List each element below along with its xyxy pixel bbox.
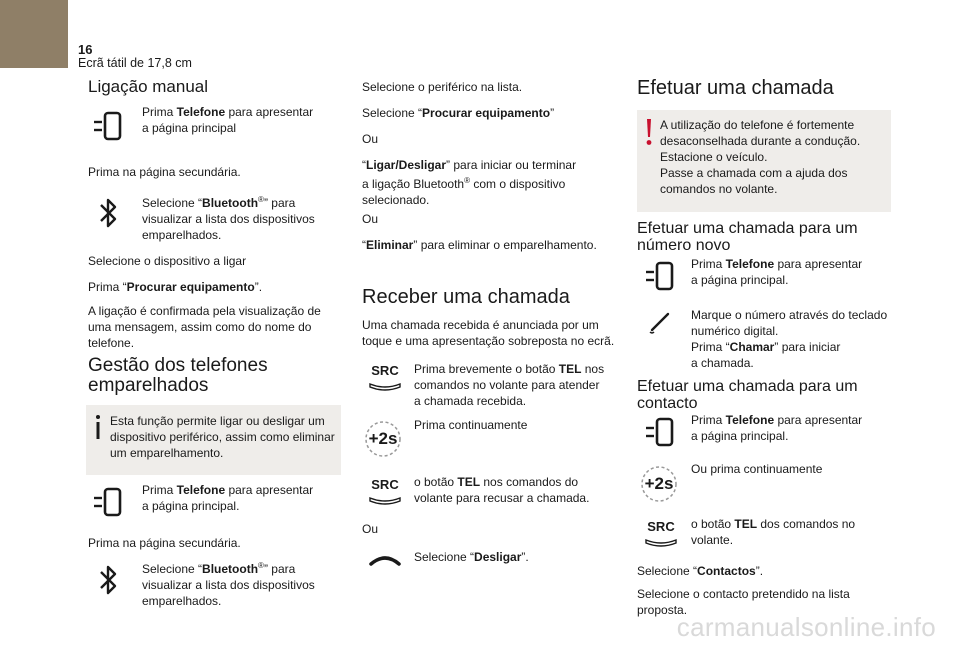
manual-connection-heading: Ligação manual	[88, 77, 209, 96]
corner-tab	[0, 0, 68, 68]
dial-handset-icon	[648, 310, 674, 336]
select-contacts-text: Selecione “Contactos”.	[637, 564, 764, 578]
search-device-text: Prima “Procurar equipamento”.	[88, 280, 263, 294]
incoming-call-text: Uma chamada recebida é anunciada por um toque e uma apresentação sobreposta no ecrã.	[362, 318, 615, 348]
dial-number-text: Marque o número através do teclado numérico digital. Prima “Chamar” para iniciar a chamada.	[691, 308, 888, 370]
make-call-heading: Efetuar uma chamada	[637, 77, 834, 99]
hang-up-text: Selecione “Desligar”.	[414, 550, 529, 564]
search-equipment-text: Selecione “Procurar equipamento”	[362, 106, 555, 120]
connect-disconnect-text: “Ligar/Desligar” para iniciar ou terminar a ligação Bluetooth® com o dispositivo selecionado.	[362, 158, 577, 207]
new-number-heading: Efetuar uma chamada para um número novo	[637, 220, 858, 254]
telefone-instruction-4: Prima Telefone para apresentar a página principal.	[691, 413, 863, 443]
or-text-3: Ou	[362, 522, 379, 536]
bluetooth-instruction-2: Selecione “Bluetooth®” para visualizar a lista dos dispositivos emparelhados.	[142, 561, 315, 608]
phone-icon	[92, 486, 126, 518]
bluetooth-icon	[98, 563, 120, 597]
telefone-instruction-3: Prima Telefone para apresentar a página principal.	[691, 257, 863, 287]
bluetooth-icon	[98, 196, 120, 230]
or-press-continuously-text: Ou prima continuamente	[691, 462, 823, 476]
phone-icon	[644, 416, 678, 448]
or-text-2: Ou	[362, 212, 379, 226]
steering-button-outline-icon	[368, 495, 402, 505]
src-button-icon-3	[644, 520, 678, 552]
page-number: 16	[78, 42, 93, 57]
tel-button-text: o botão TEL dos comandos no volante.	[691, 517, 856, 547]
bluetooth-instruction-1: Selecione “Bluetooth®” para visualizar a lista dos dispositivos emparelhados.	[142, 195, 315, 242]
or-text-1: Ou	[362, 132, 379, 146]
steering-button-outline-icon	[644, 537, 678, 547]
press-2s-icon	[362, 420, 404, 458]
phone-icon	[644, 260, 678, 292]
manage-phones-heading: Gestão dos telefones emparelhados	[88, 355, 268, 396]
steering-button-outline-icon	[368, 381, 402, 391]
warning-note-text: A utilização do telefone é fortemente desaconselhada durante a condução. Estacione o veículo. Passe a chamada com a ajuda dos comandos no volante.	[660, 118, 861, 196]
select-peripheral-text: Selecione o periférico na lista.	[362, 80, 523, 94]
src-button-icon	[368, 364, 402, 396]
hang-up-icon	[368, 552, 402, 568]
connection-confirmation-text: A ligação é confirmada pela visualização de uma mensagem, assim como do nome do telefone.	[88, 304, 321, 350]
contact-call-heading: Efetuar uma chamada para um contacto	[637, 378, 858, 412]
receive-call-heading: Receber uma chamada	[362, 286, 570, 308]
select-device-text: Selecione o dispositivo a ligar	[88, 254, 247, 268]
exclamation-icon	[644, 118, 654, 146]
telefone-instruction-1: Prima Telefone para apresentar a página principal	[142, 105, 314, 135]
src-label-2: SRC	[371, 477, 399, 492]
answer-call-text: Prima brevemente o botão TEL nos comandos no volante para atender a chamada recebida.	[414, 362, 605, 408]
press-continuously-text: Prima continuamente	[414, 418, 528, 432]
page-section-title: Ecrã tátil de 17,8 cm	[78, 56, 192, 70]
watermark: carmanualsonline.info	[676, 612, 936, 642]
src-button-icon-2	[368, 478, 402, 510]
hold-label-2: +2s	[644, 474, 674, 493]
src-label: SRC	[371, 363, 399, 378]
pick-contact-text: Selecione o contacto pretendido na lista proposta.	[637, 587, 850, 617]
info-note-text: Esta função permite ligar ou desligar um dispositivo periférico, assim como eliminar um emparelhamento.	[110, 414, 335, 460]
hold-label: +2s	[368, 429, 398, 448]
secondary-page-text-2: Prima na página secundária.	[88, 536, 241, 550]
secondary-page-text: Prima na página secundária.	[88, 165, 241, 179]
info-icon	[92, 414, 104, 440]
phone-icon	[92, 110, 126, 142]
reject-call-text: o botão TEL nos comandos do volante para recusar a chamada.	[414, 475, 590, 505]
telefone-instruction-2: Prima Telefone para apresentar a página principal.	[142, 483, 314, 513]
delete-pairing-text: “Eliminar” para eliminar o emparelhamento.	[362, 238, 597, 252]
press-2s-icon-2	[638, 465, 680, 503]
src-label-3: SRC	[647, 519, 675, 534]
